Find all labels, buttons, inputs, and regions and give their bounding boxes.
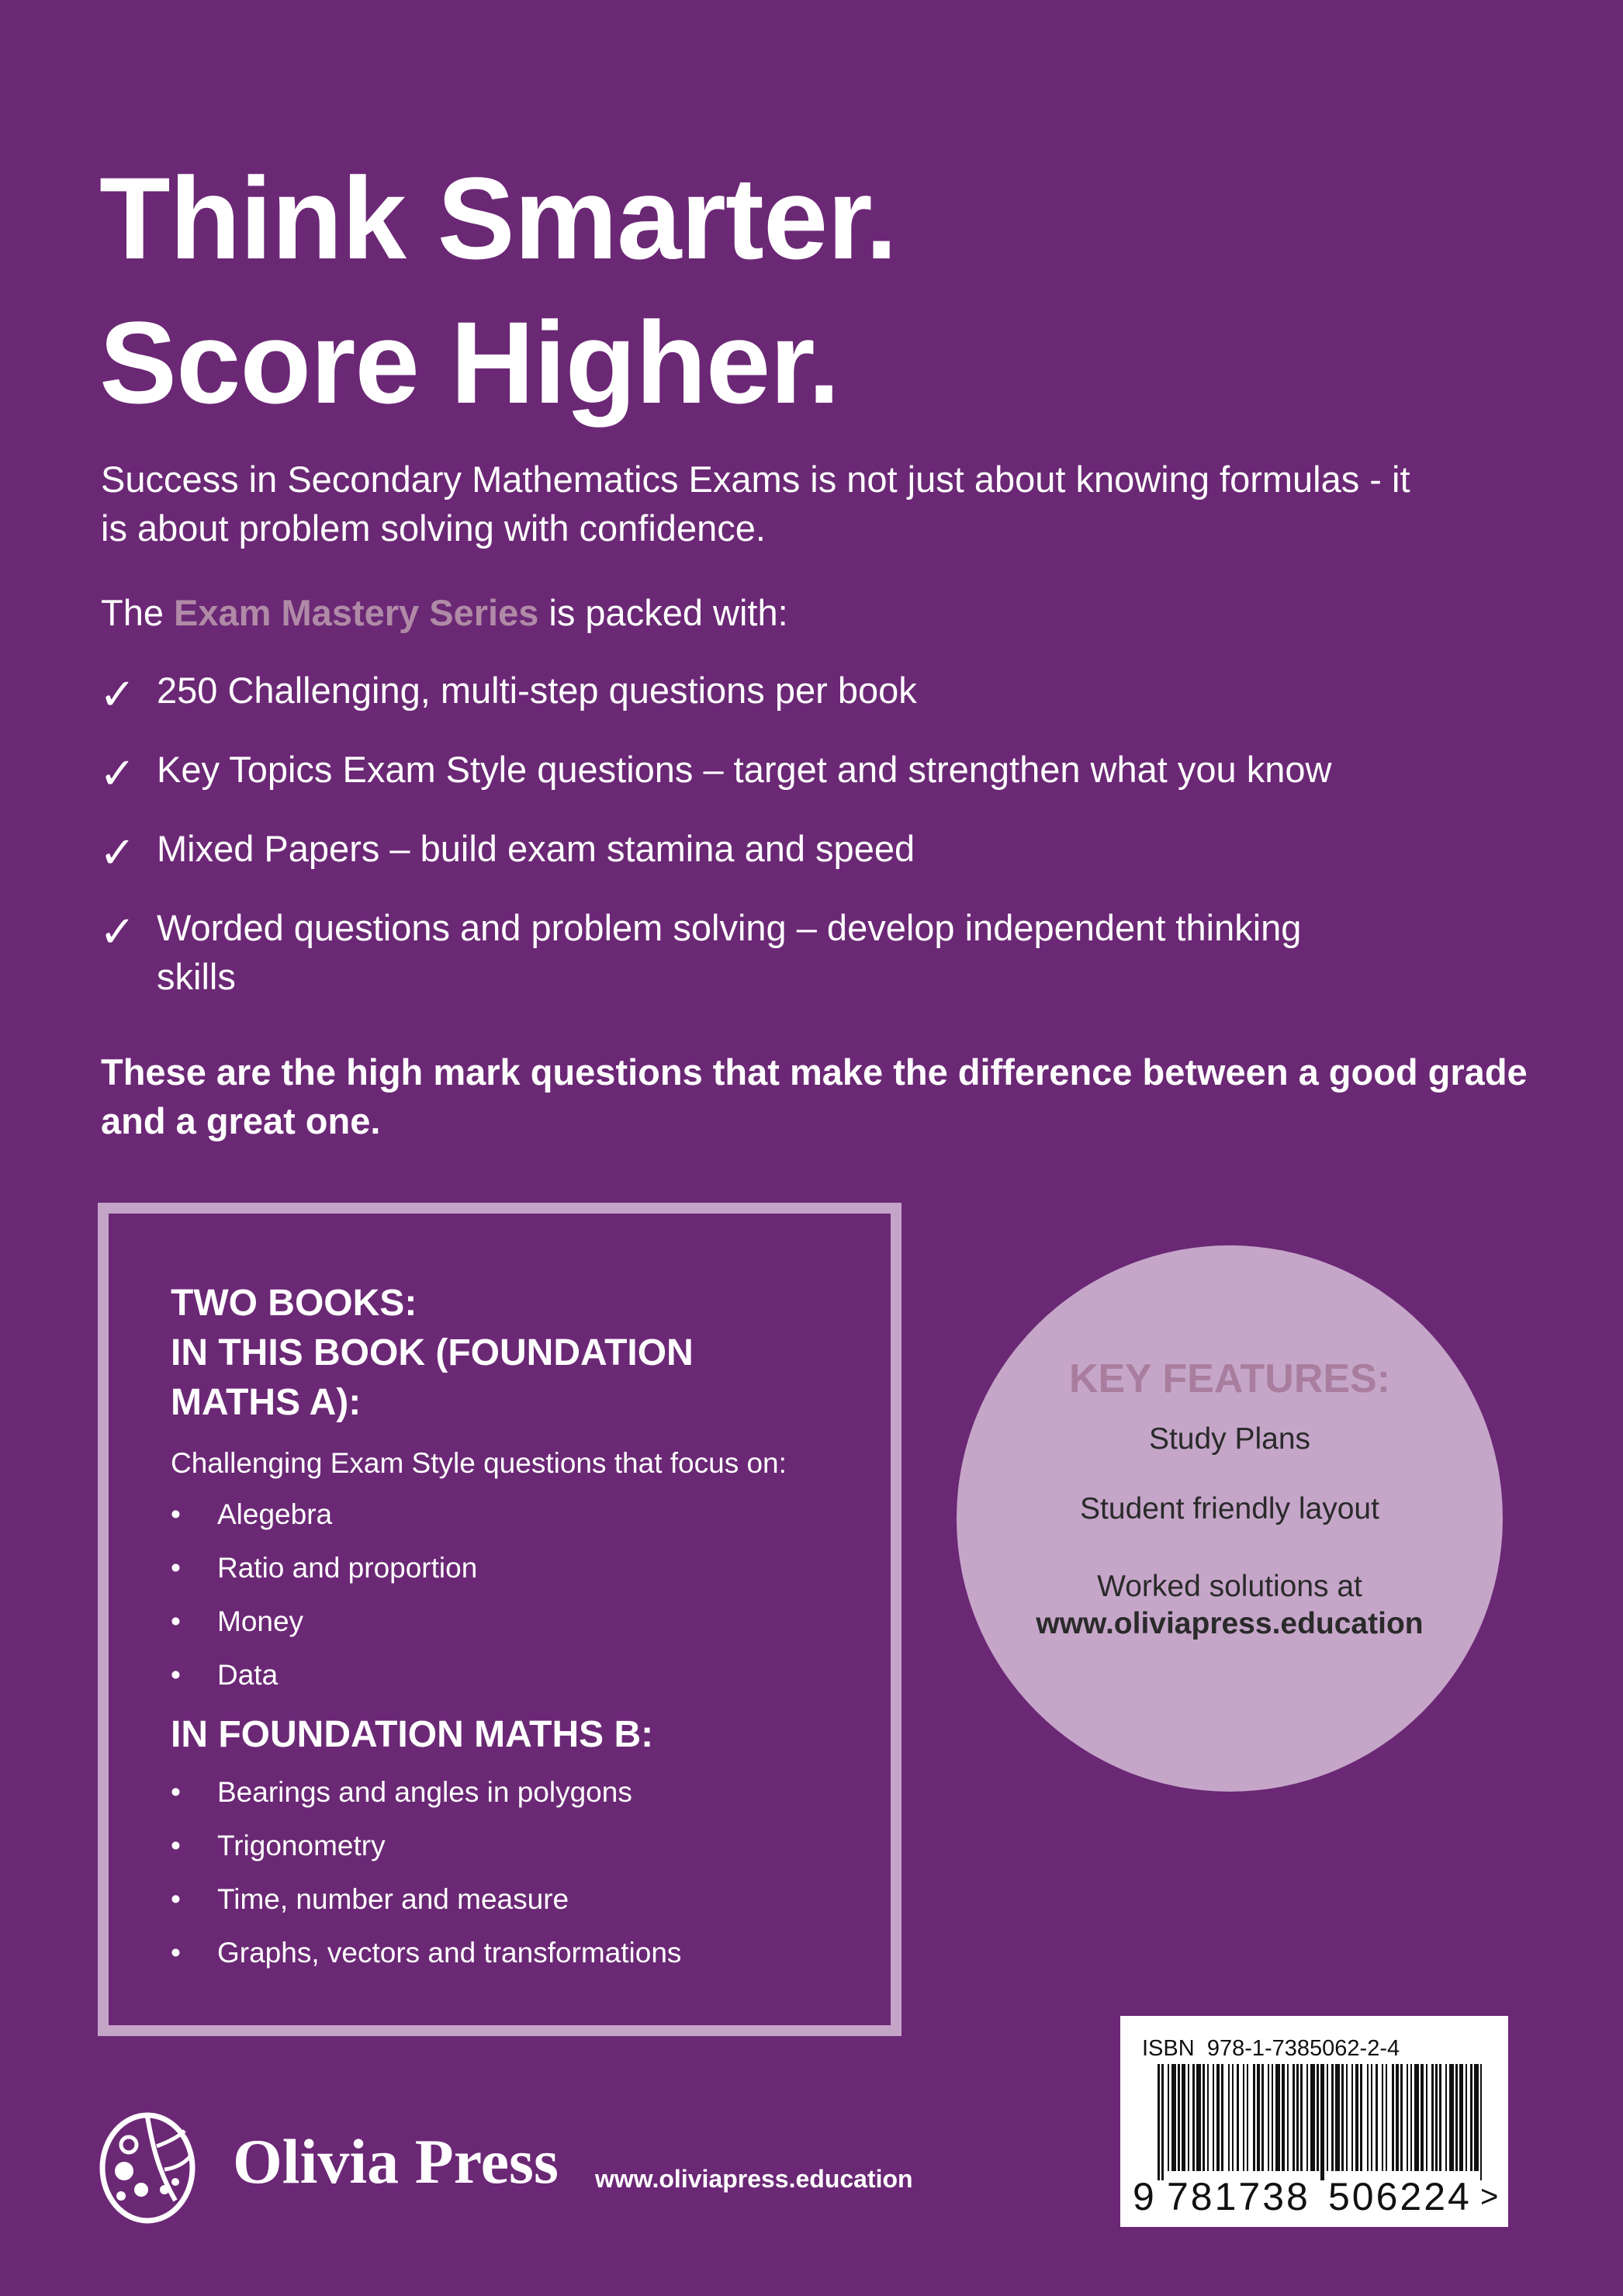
barcode-bar [1400,2064,1403,2171]
topic-text: Trigonometry [217,1830,386,1861]
feature-text: 250 Challenging, multi-step questions per book [157,670,917,711]
publisher-name: Olivia Press [233,2126,559,2197]
two-books-heading: TWO BOOKS: [171,1283,417,1324]
isbn-line [1142,2036,1400,2062]
list-item [171,1774,869,1811]
barcode-bar [1161,2064,1164,2180]
barcode-bar [1386,2064,1387,2171]
key-features-circle [957,1245,1503,1792]
book-b-heading: IN FOUNDATION MATHS B: [171,1714,654,1755]
barcode-bar [1455,2064,1458,2171]
list-item [171,1934,869,1972]
barcode-bar [1410,2064,1412,2171]
tagline: These are the high mark questions that make the difference between a good grade and a great one. [101,1051,1528,1141]
isbn-label: ISBN [1142,2036,1195,2061]
book-a-heading: IN THIS BOOK (FOUNDATION MATHS A): [171,1332,694,1423]
barcode-bar [1341,2064,1344,2171]
feature-text: Key Topics Exam Style questions – target and strengthen what you know [157,749,1332,790]
barcode-bar [1367,2064,1369,2171]
barcode-bar [1306,2064,1308,2171]
list-item [171,1603,869,1640]
topics-box [98,1203,901,2036]
barcode-bar [1171,2064,1176,2171]
barcode-bar [1221,2064,1223,2171]
check-icon: ✓ [99,828,136,878]
barcode-bar [1253,2064,1255,2171]
barcode-bar [1158,2064,1160,2180]
barcode-bar [1207,2064,1209,2171]
check-icon: ✓ [99,670,136,720]
barcode-bar [1346,2064,1348,2171]
topics-box-content [171,1279,869,1988]
barcode-bar [1459,2064,1463,2171]
barcode-bar [1237,2064,1239,2171]
barcode-bar [1168,2064,1169,2171]
list-item [171,1550,869,1587]
bullet-icon: • [171,1776,181,1808]
barcode-bar [1360,2064,1362,2171]
intro-paragraph: Success in Secondary Mathematics Exams is not just about knowing formulas - it is about problem solving with confidence. [101,459,1410,549]
barcode-bar [1257,2064,1260,2171]
barcode-bar [1466,2064,1467,2171]
barcode-bar [1396,2064,1399,2171]
key-feature-solutions: Worked solutions at [1097,1570,1362,1603]
headline [99,146,897,435]
barcode-bar [1296,2064,1299,2171]
isbn-number: 978-1-7385062-2-4 [1206,2036,1400,2061]
barcode-bar [1335,2064,1340,2171]
barcode-bar [1261,2064,1264,2171]
bullet-icon: • [171,1883,181,1915]
barcode-arrow: > [1480,2180,1499,2214]
barcode-group-2: 506224 [1328,2175,1472,2218]
barcode-bar [1351,2064,1353,2171]
publisher-url[interactable]: www.oliviapress.education [595,2165,913,2193]
barcode-bar [1445,2064,1447,2171]
topic-text: Graphs, vectors and transformations [217,1937,682,1969]
barcode-bar [1243,2064,1244,2171]
barcode-bar [1376,2064,1378,2171]
barcode-bar [1474,2064,1479,2171]
barcode-bar [1327,2064,1328,2171]
barcode-bar [1449,2064,1454,2171]
barcode-bar [1216,2064,1220,2171]
bullet-icon: • [171,1830,181,1861]
list-item [171,1827,869,1865]
barcode-bar [1480,2064,1482,2180]
barcode-bar [1421,2064,1424,2171]
barcode-bar [1282,2064,1285,2171]
key-features-title: KEY FEATURES: [1068,1356,1391,1401]
topic-text: Bearings and angles in polygons [217,1776,632,1808]
barcode-bar [1407,2064,1408,2171]
olivia-press-logo-icon [98,2109,199,2225]
barcode-bar [1439,2064,1441,2171]
barcode-first-digit: 9 [1133,2175,1154,2218]
barcode-bar [1382,2064,1383,2171]
key-feature-layout: Student friendly layout [1080,1492,1379,1525]
barcode-bar [1203,2064,1205,2171]
key-feature-url: www.oliviapress.education [1036,1607,1424,1640]
barcode-group-1: 781738 [1167,2175,1310,2218]
feature-text: Mixed Papers – build exam stamina and speed [157,828,915,869]
headline-line-1: Think Smarter. [99,153,898,283]
barcode-bars [1158,2064,1482,2180]
barcode-bar [1192,2064,1195,2171]
topic-text: Alegebra [217,1498,333,1530]
barcode-bar [1371,2064,1372,2171]
feature-item [99,666,1558,720]
series-name: Exam Mastery Series [174,592,539,633]
barcode-bar [1293,2064,1295,2171]
barcode-bar [1310,2064,1315,2171]
barcode-bar [1247,2064,1248,2171]
list-item [171,1881,869,1918]
list-item [171,1496,869,1533]
barcode-bar [1300,2064,1303,2171]
barcode-bar [1178,2064,1180,2171]
bullet-icon: • [171,1552,181,1584]
feature-item [99,903,1367,1001]
barcode-bar [1287,2064,1289,2171]
bullet-icon: • [171,1498,181,1530]
packed-suffix: is packed with: [538,592,788,633]
topic-text: Ratio and proportion [217,1552,478,1584]
barcode-bar [1317,2064,1319,2171]
barcode-bar [1431,2064,1434,2171]
barcode-bar [1268,2064,1269,2171]
topic-text: Data [217,1659,279,1691]
topic-text: Time, number and measure [217,1883,569,1915]
bullet-icon: • [171,1605,181,1637]
book-b-topic-list [171,1774,869,1972]
feature-item [99,824,1558,878]
barcode-bar [1355,2064,1358,2171]
feature-text: Worded questions and problem solving – develop independent thinking skills [157,907,1302,997]
isbn-barcode [1120,2016,1508,2227]
barcode-bar [1392,2064,1394,2171]
key-feature-study-plans: Study Plans [1148,1422,1311,1456]
topic-text: Money [217,1605,304,1637]
barcode-bar [1275,2064,1280,2171]
barcode-bar [1232,2064,1234,2171]
barcode-bar [1196,2064,1201,2171]
barcode-bar [1228,2064,1230,2171]
bullet-icon: • [171,1937,181,1969]
check-icon: ✓ [99,749,136,799]
barcode-bar [1414,2064,1419,2171]
barcode-bar [1188,2064,1189,2171]
barcode-bar [1213,2064,1214,2171]
box-intro: Challenging Exam Style questions that focus on: [171,1447,787,1479]
packed-with-line [101,588,788,637]
check-icon: ✓ [99,907,136,958]
feature-list [99,666,1558,1031]
packed-prefix: The [101,592,175,633]
barcode-bar [1426,2064,1427,2171]
feature-item [99,745,1558,799]
book-a-topic-list [171,1496,869,1694]
bullet-icon: • [171,1659,181,1691]
barcode-bar [1331,2064,1334,2171]
barcode-bar [1272,2064,1273,2171]
list-item [171,1657,869,1694]
barcode-bar [1182,2064,1185,2171]
barcode-bar [1470,2064,1472,2171]
headline-line-2: Score Higher. [99,297,840,428]
barcode-bar [1435,2064,1438,2171]
barcode-bar [1320,2064,1324,2180]
